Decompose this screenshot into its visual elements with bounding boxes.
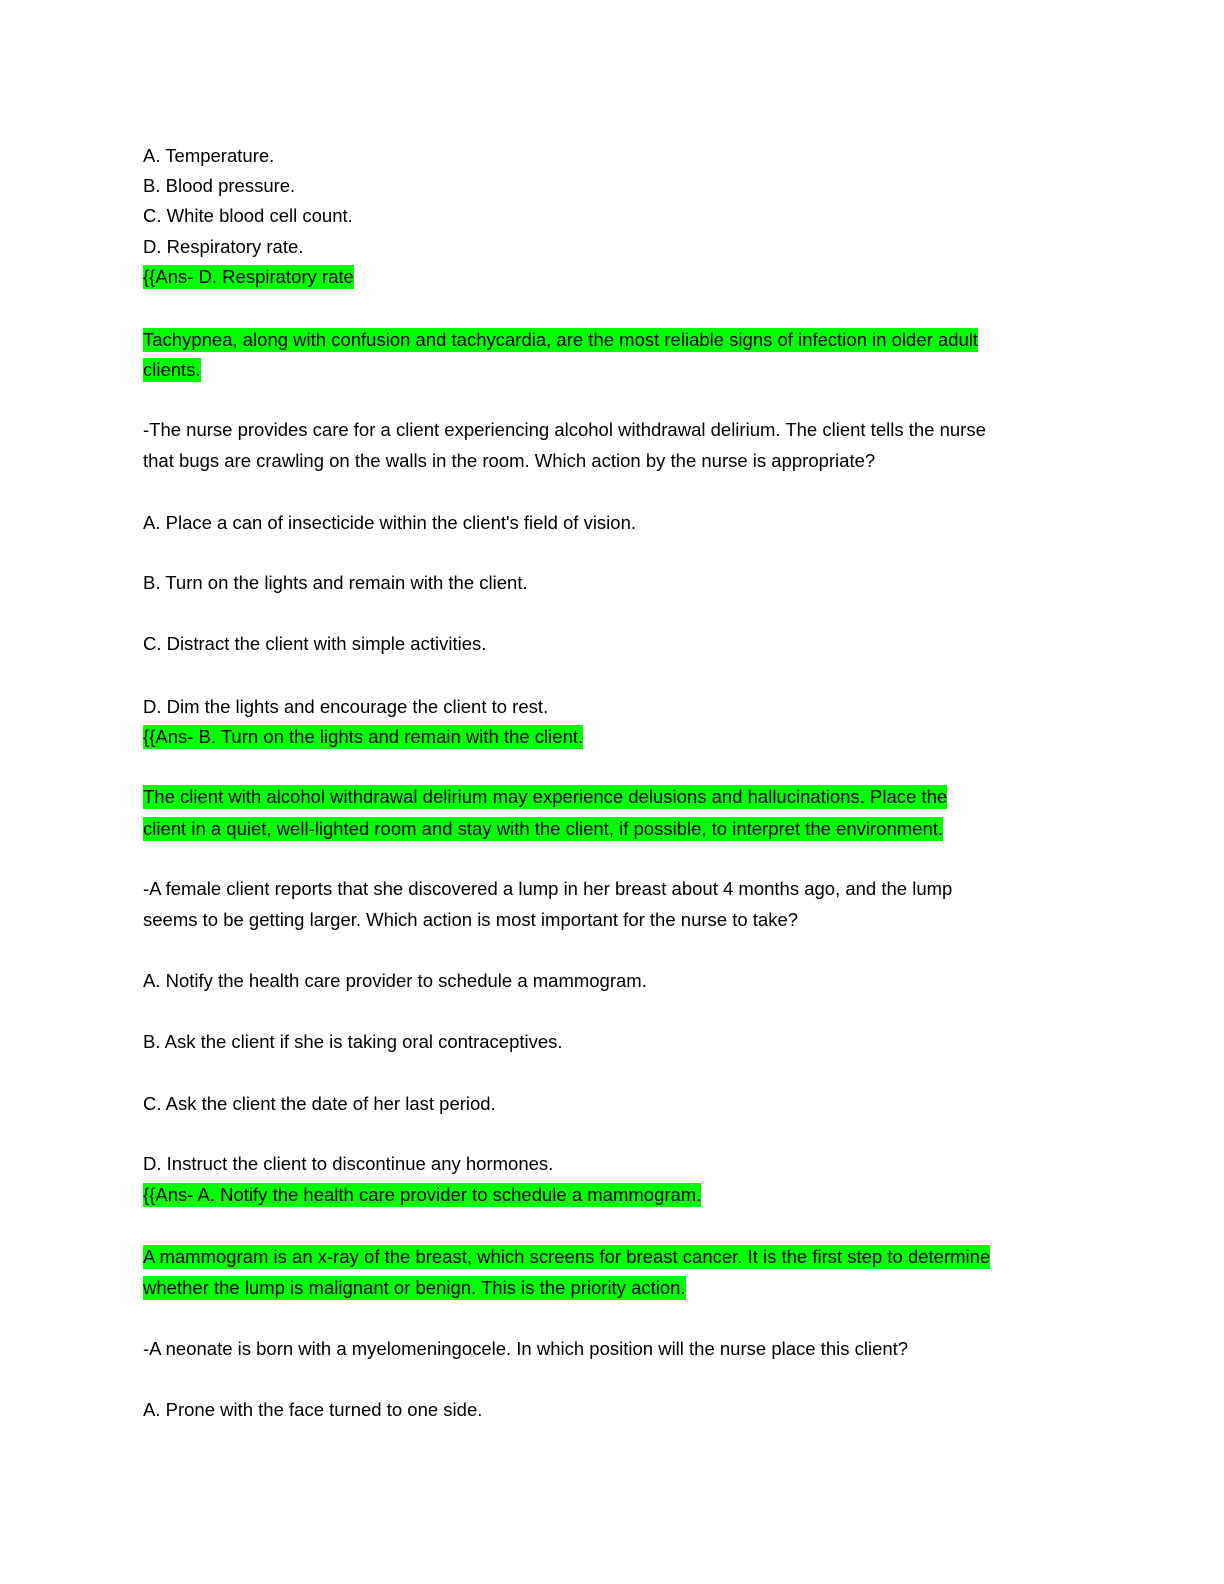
q2-rationale-line2: client in a quiet, well-lighted room and stay with the client, if possible, to interpret the environment.: [143, 818, 944, 839]
q1-option-c: C. White blood cell count.: [143, 205, 353, 226]
q1-rationale-line2: clients.: [143, 359, 201, 380]
q3-option-d: D. Instruct the client to discontinue any hormones.: [143, 1153, 554, 1174]
q1-option-a: A. Temperature.: [143, 145, 275, 166]
q2-rationale-line1: The client with alcohol withdrawal delirium may experience delusions and hallucinations. Place the: [143, 786, 948, 807]
q1-rationale-line1: Tachypnea, along with confusion and tachycardia, are the most reliable signs of infection in older adult: [143, 329, 979, 350]
q3-rationale-line1: A mammogram is an x-ray of the breast, which screens for breast cancer. It is the first step to determine: [143, 1246, 991, 1267]
q2-question-line1: -The nurse provides care for a client experiencing alcohol withdrawal delirium. The client tells the nurse: [143, 419, 986, 440]
q3-option-a: A. Notify the health care provider to schedule a mammogram.: [143, 970, 647, 991]
q2-option-b: B. Turn on the lights and remain with the client.: [143, 572, 528, 593]
q4-option-a: A. Prone with the face turned to one side.: [143, 1399, 483, 1420]
q4-question-line1: -A neonate is born with a myelomeningocele. In which position will the nurse place this client?: [143, 1338, 909, 1359]
q2-answer: {{Ans- B. Turn on the lights and remain with the client.: [143, 726, 584, 747]
q3-option-b: B. Ask the client if she is taking oral contraceptives.: [143, 1031, 563, 1052]
q2-option-a: A. Place a can of insecticide within the client's field of vision.: [143, 512, 637, 533]
q1-option-d: D. Respiratory rate.: [143, 236, 304, 257]
q3-answer: {{Ans- A. Notify the health care provider to schedule a mammogram.: [143, 1184, 702, 1205]
q3-question-line1: -A female client reports that she discovered a lump in her breast about 4 months ago, and the lump: [143, 878, 953, 899]
q3-option-c: C. Ask the client the date of her last period.: [143, 1093, 496, 1114]
q2-question-line2: that bugs are crawling on the walls in the room. Which action by the nurse is appropriate?: [143, 450, 876, 471]
q3-question-line2: seems to be getting larger. Which action is most important for the nurse to take?: [143, 909, 799, 930]
q1-option-b: B. Blood pressure.: [143, 175, 296, 196]
q2-option-c: C. Distract the client with simple activities.: [143, 633, 487, 654]
q1-answer: {{Ans- D. Respiratory rate: [143, 266, 354, 287]
q3-rationale-line2: whether the lump is malignant or benign. This is the priority action.: [143, 1277, 686, 1298]
q2-option-d: D. Dim the lights and encourage the client to rest.: [143, 696, 549, 717]
